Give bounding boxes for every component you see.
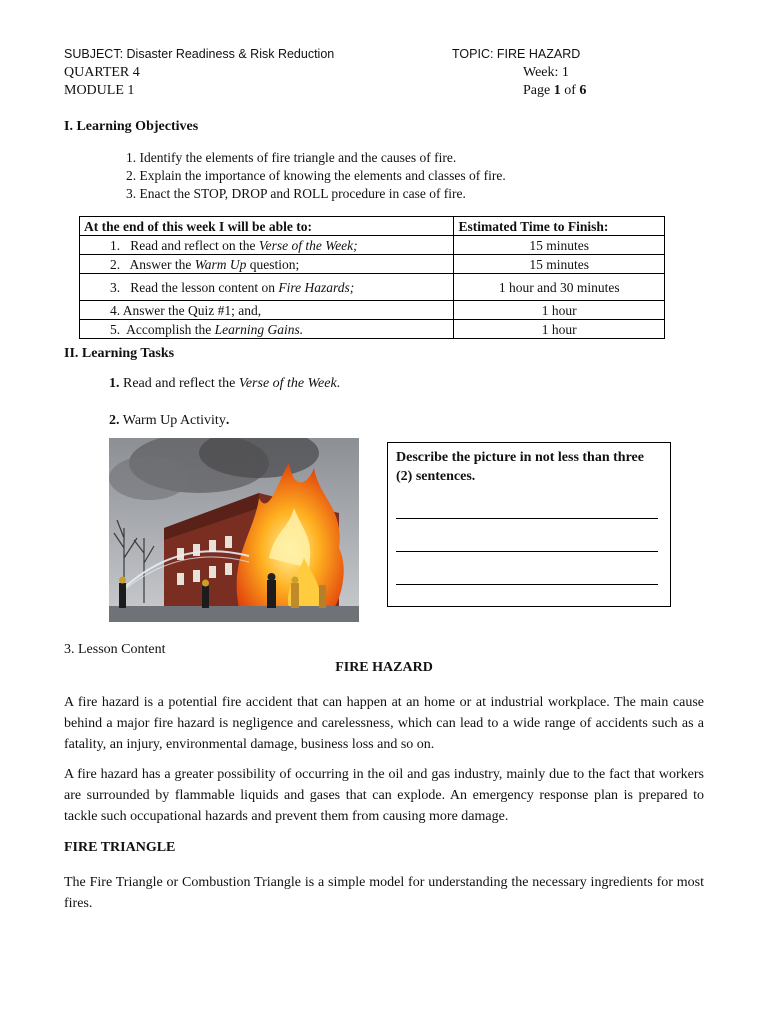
objectives-list	[126, 149, 506, 203]
table-row	[80, 255, 665, 274]
page-current: 1	[553, 83, 561, 98]
objective-item: 1. Identify the elements of fire triangle and the causes of fire.	[126, 150, 457, 165]
objectives-heading: I. Learning Objectives	[64, 119, 199, 134]
burning-building-photo	[109, 438, 359, 622]
table-row	[80, 274, 665, 301]
column-header-tasks: At the end of this week I will be able to:	[80, 217, 454, 236]
objective-item: 2. Explain the importance of knowing the elements and classes of fire.	[126, 168, 506, 183]
table-row	[80, 320, 665, 339]
task-cell: 2. Answer the Warm Up question;	[80, 255, 454, 274]
week-label: Week: 1	[523, 65, 569, 80]
task-2: 2. Warm Up Activity.	[109, 413, 230, 428]
time-cell: 15 minutes	[454, 255, 665, 274]
page-prefix: Page	[523, 83, 554, 98]
page-indicator	[523, 83, 586, 99]
table-header-row	[80, 217, 665, 236]
describe-prompt: Describe the picture in not less than three (2) sentences.	[396, 450, 644, 484]
time-cell: 1 hour and 30 minutes	[454, 274, 665, 301]
topic-label: TOPIC: FIRE HAZARD	[452, 47, 581, 61]
page-mid: of	[560, 83, 580, 98]
time-cell: 15 minutes	[454, 236, 665, 255]
answer-line[interactable]	[396, 584, 658, 585]
subject-label: SUBJECT: Disaster Readiness & Risk Reduction	[64, 47, 335, 61]
answer-line[interactable]	[396, 518, 658, 519]
column-header-time: Estimated Time to Finish:	[454, 217, 665, 236]
module-label: MODULE 1	[64, 83, 135, 98]
table-row	[80, 236, 665, 255]
schedule-table	[79, 216, 665, 339]
objective-item: 3. Enact the STOP, DROP and ROLL procedure in case of fire.	[126, 186, 466, 201]
page-total: 6	[579, 83, 587, 98]
tasks-heading: II. Learning Tasks	[64, 346, 175, 361]
task-cell: 1. Read and reflect on the Verse of the Week;	[80, 236, 454, 255]
table-row	[80, 301, 665, 320]
answer-line[interactable]	[396, 551, 658, 552]
lesson-content-label: 3. Lesson Content	[64, 642, 166, 657]
task-cell: 3. Read the lesson content on Fire Hazards;	[80, 274, 454, 301]
quarter-label: QUARTER 4	[64, 65, 140, 80]
lesson-paragraph-3: The Fire Triangle or Combustion Triangle is a simple model for understanding the necessary ingredients for most fires.	[64, 875, 704, 911]
task-1: 1. Read and reflect the Verse of the Week.	[109, 376, 341, 391]
task-cell: 4. Answer the Quiz #1; and,	[80, 301, 454, 320]
lesson-title: FIRE HAZARD	[335, 660, 433, 675]
task-cell: 5. Accomplish the Learning Gains.	[80, 320, 454, 339]
fire-triangle-heading: FIRE TRIANGLE	[64, 840, 176, 855]
time-cell: 1 hour	[454, 320, 665, 339]
lesson-paragraph-1: A fire hazard is a potential fire accident that can happen at an home or at industrial workplace. The main cause behind a major fire hazard is negligence and carelessness, which can lead to a wide range of accidents such as a fatality, an injury, environmental damage, business loss and so on.	[64, 695, 704, 752]
lesson-paragraph-2: A fire hazard has a greater possibility of occurring in the oil and gas industry, mainly due to the fact that workers are surrounded by flammable liquids and gases that can explode. An emergency response plan is prepared to tackle such occupational hazards and prevent them from causing more damage.	[64, 767, 704, 824]
time-cell: 1 hour	[454, 301, 665, 320]
describe-answer-box[interactable]	[387, 442, 671, 607]
